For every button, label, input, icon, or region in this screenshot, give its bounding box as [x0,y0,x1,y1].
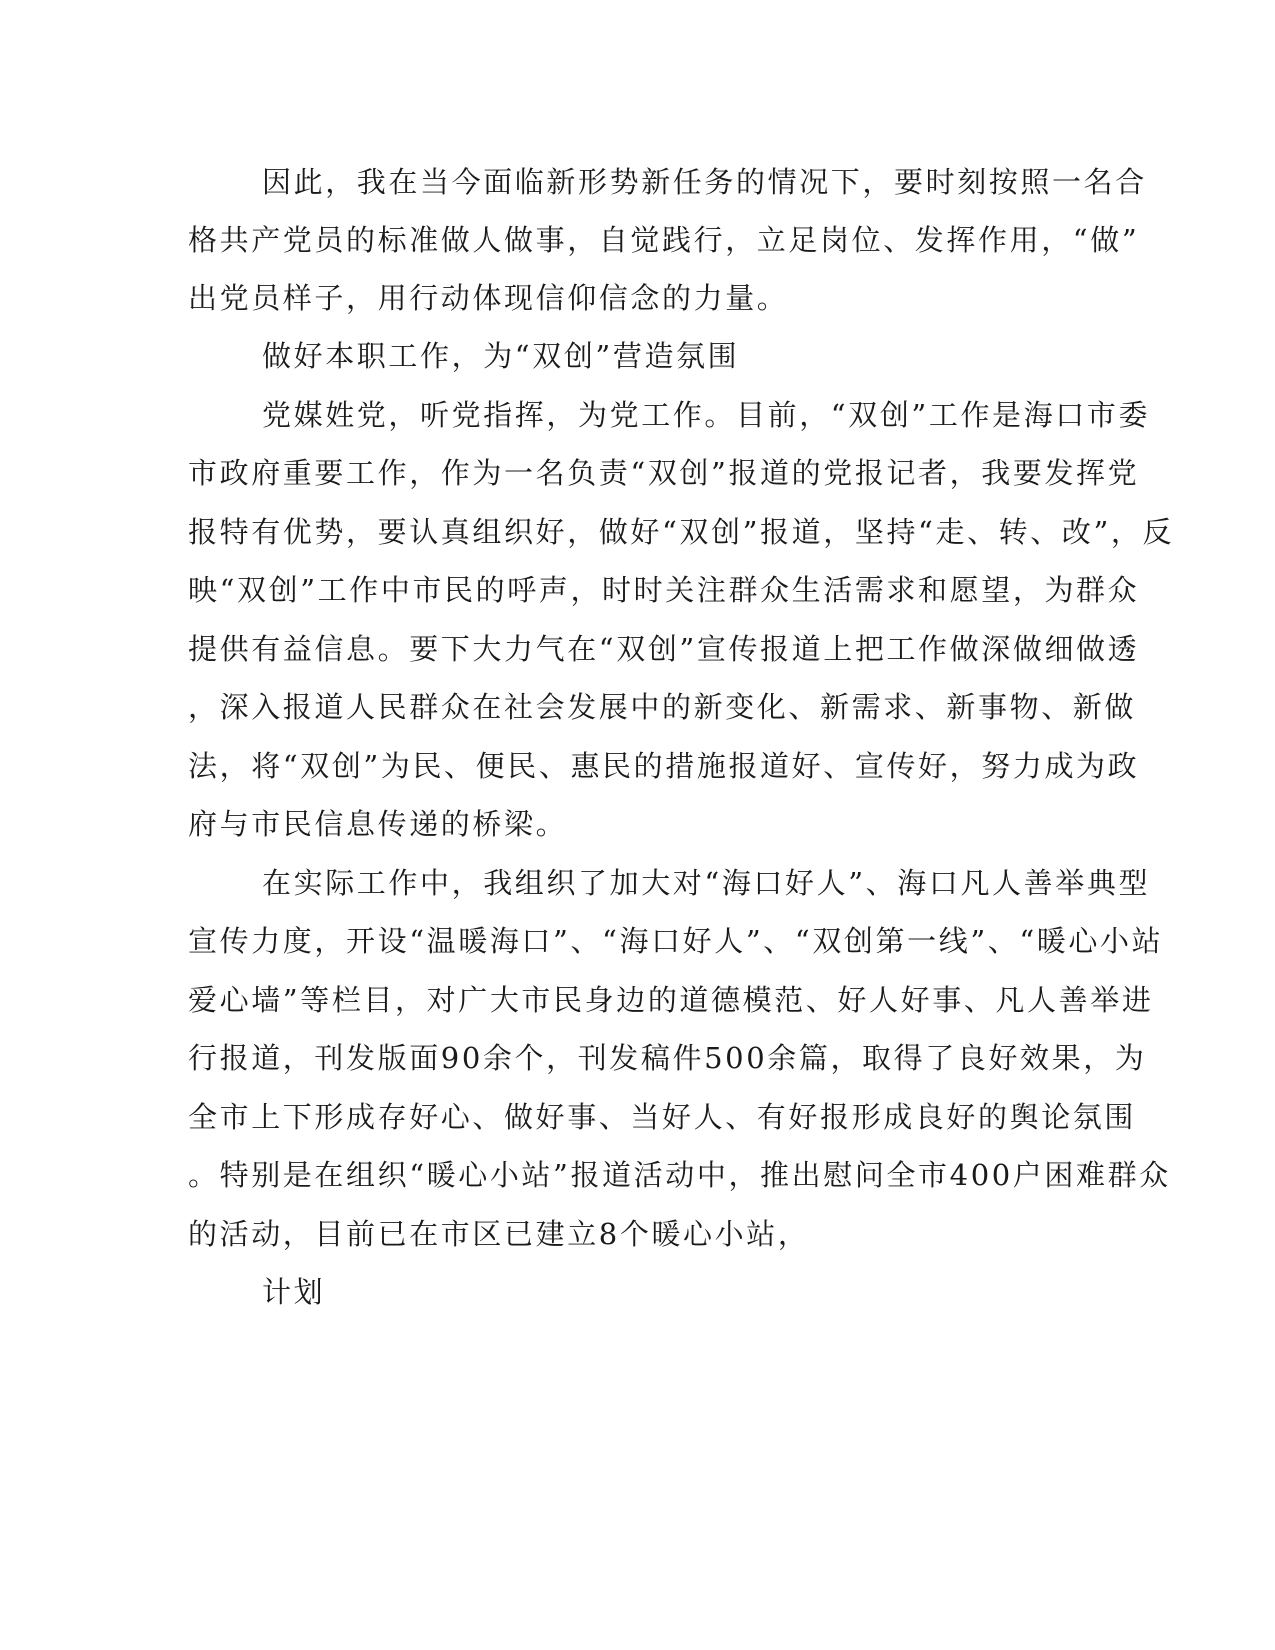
paragraph-1-line-1: 因此，我在当今面临新形势新任务的情况下，要时刻按照一名合 [262,165,1147,199]
paragraph-2-line-6: ，深入报道人民群众在社会发展中的新变化、新需求、新事物、新做 [188,690,1137,724]
paragraph-3-line-5: 全市上下形成存好心、做好事、当好人、有好报形成良好的舆论氛围 [188,1100,1137,1134]
section-heading: 做好本职工作，为“双创”营造氛围 [262,339,740,373]
paragraph-2-line-8: 府与市民信息传递的桥梁。 [188,807,568,841]
paragraph-3-line-3: 爱心墙”等栏目，对广大市民身边的道德模范、好人好事、凡人善举进 [188,983,1154,1017]
paragraph-2-line-7: 法，将“双创”为民、便民、惠民的措施报道好、宣传好，努力成为政 [188,749,1140,783]
plan-label: 计划 [262,1275,326,1309]
paragraph-2-line-3: 报特有优势，要认真组织好，做好“双创”报道，坚持“走、转、改”，反 [188,515,1175,549]
paragraph-2-line-5: 提供有益信息。要下大力气在“双创”宣传报道上把工作做深做细做透 [188,632,1140,666]
paragraph-3-line-7: 的活动，目前已在市区已建立8个暖心小站， [188,1217,810,1251]
paragraph-2-line-1: 党媒姓党，听党指挥，为党工作。目前，“双创”工作是海口市委 [262,398,1151,432]
paragraph-2-line-4: 映“双创”工作中市民的呼声，时时关注群众生活需求和愿望，为群众 [188,573,1140,607]
paragraph-3-line-1: 在实际工作中，我组织了加大对“海口好人”、海口凡人善举典型 [262,866,1151,900]
paragraph-1-line-3: 出党员样子，用行动体现信仰信念的力量。 [188,281,789,315]
paragraph-1-line-2: 格共产党员的标准做人做事，自觉践行，立足岗位、发挥作用，“做” [188,223,1140,257]
paragraph-3-line-4: 行报道，刊发版面90余个，刊发稿件500余篇，取得了良好效果，为 [188,1041,1147,1075]
paragraph-2-line-2: 市政府重要工作，作为一名负责“双创”报道的党报记者，我要发挥党 [188,456,1140,490]
paragraph-3-line-2: 宣传力度，开设“温暖海口”、“海口好人”、“双创第一线”、“暖心小站 [188,924,1164,958]
paragraph-3-line-6: 。特别是在组织“暖心小站”报道活动中，推出慰问全市400户困难群众 [188,1158,1171,1192]
